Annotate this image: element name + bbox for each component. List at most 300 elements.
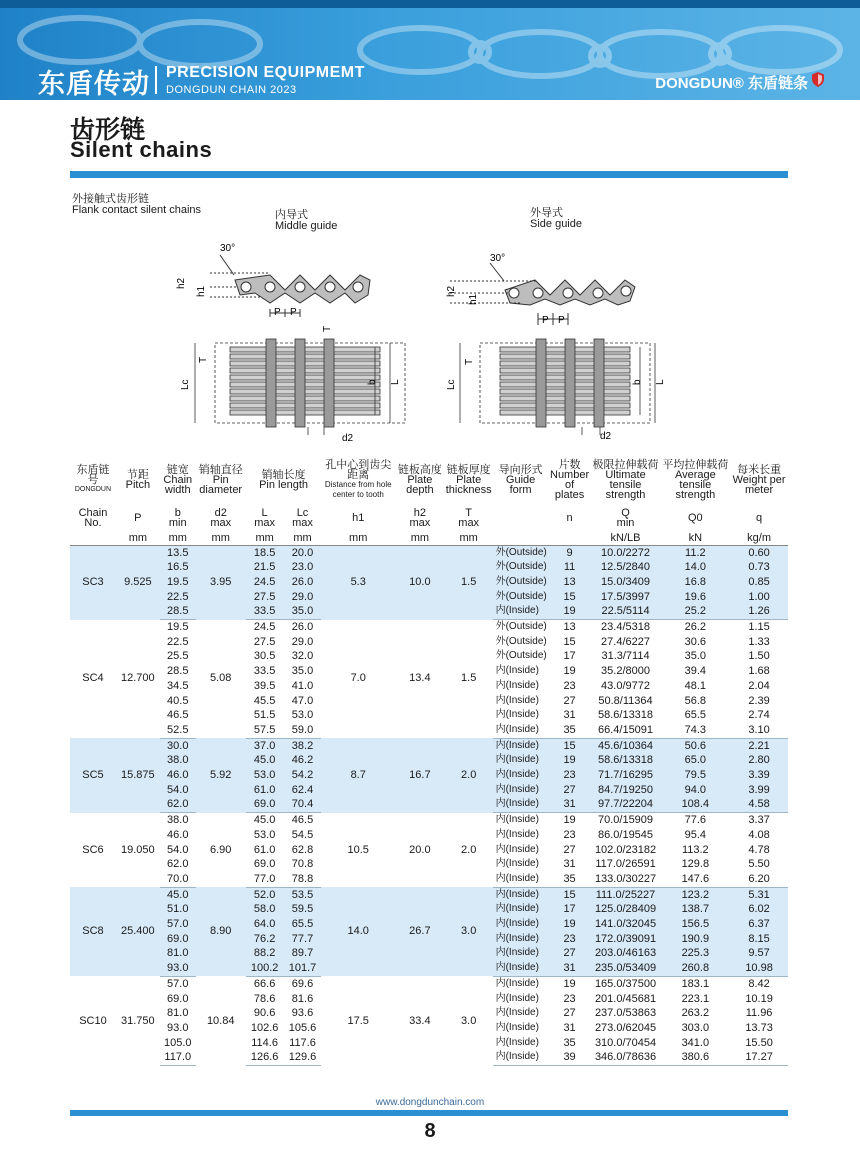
- cell-pin-length-lc: 53.5: [284, 887, 322, 902]
- cell-ultimate-strength: 273.0/62045: [591, 1021, 661, 1036]
- hdr-depth-unit: mm: [395, 531, 445, 545]
- cell-width: 22.5: [160, 590, 196, 605]
- hdr-lc-sub: max: [292, 517, 313, 529]
- cell-ultimate-strength: 50.8/11364: [591, 694, 661, 709]
- cell-pin-length-lc: 47.0: [284, 694, 322, 709]
- cell-average-strength: 380.6: [660, 1050, 730, 1065]
- hdr-pinlen-cn: 销轴长度: [261, 469, 306, 481]
- cell-pin-length-l: 90.6: [246, 1006, 284, 1021]
- cell-plates: 31: [549, 797, 591, 812]
- cell-average-strength: 30.6: [660, 635, 730, 650]
- cell-guide-form: 内(Inside): [493, 976, 549, 991]
- label-p-1: P: [542, 315, 549, 326]
- cell-ultimate-strength: 111.0/25227: [591, 887, 661, 902]
- cell-plates: 27: [549, 843, 591, 858]
- cell-pin-length-l: 33.5: [246, 604, 284, 619]
- cell-ultimate-strength: 310.0/70454: [591, 1036, 661, 1051]
- page-title-en: Silent chains: [70, 137, 213, 162]
- hdr-weight-unit: kg/m: [730, 531, 788, 545]
- cell-width: 70.0: [160, 872, 196, 887]
- cell-guide-form: 内(Inside): [493, 797, 549, 812]
- hdr-depth-cn: 链板高度: [397, 464, 442, 476]
- cell-thickness: 1.5: [445, 545, 493, 620]
- hdr-avg-cn: 平均拉伸载荷: [662, 459, 729, 471]
- cell-pin-length-lc: 38.2: [284, 738, 322, 753]
- hdr-depth-en: Plate depth: [406, 474, 434, 496]
- cell-weight: 0.73: [730, 560, 788, 575]
- cell-average-strength: 147.6: [660, 872, 730, 887]
- cell-average-strength: 341.0: [660, 1036, 730, 1051]
- hdr-pindia-unit: mm: [196, 531, 246, 545]
- header-row-units: [70, 531, 788, 545]
- cell-ultimate-strength: 58.6/13318: [591, 753, 661, 768]
- cell-ultimate-strength: 165.0/37500: [591, 976, 661, 991]
- cell-plates: 17: [549, 649, 591, 664]
- cell-ultimate-strength: 70.0/15909: [591, 813, 661, 828]
- cell-average-strength: 108.4: [660, 797, 730, 812]
- cell-weight: 11.96: [730, 1006, 788, 1021]
- cell-weight: 3.39: [730, 768, 788, 783]
- cell-pitch: 19.050: [116, 813, 160, 888]
- footer-rule: [70, 1110, 788, 1116]
- label-b: b: [367, 379, 378, 385]
- hdr-dist-cn: 孔中心到齿尖距离: [325, 459, 392, 481]
- cell-pin-length-lc: 59.5: [284, 902, 322, 917]
- cell-average-strength: 113.2: [660, 843, 730, 858]
- cell-guide-form: 内(Inside): [493, 857, 549, 872]
- cell-chain-no: SC10: [70, 976, 116, 1065]
- cell-width: 117.0: [160, 1050, 196, 1065]
- hdr-lc-sym: Lc: [296, 507, 309, 519]
- cell-width: 46.5: [160, 708, 196, 723]
- cell-pin-length-lc: 35.0: [284, 664, 322, 679]
- cell-width: 62.0: [160, 797, 196, 812]
- cell-pin-length-l: 58.0: [246, 902, 284, 917]
- brand-name-cn: 东盾传动: [38, 69, 150, 100]
- cell-ultimate-strength: 237.0/53863: [591, 1006, 661, 1021]
- cell-plates: 23: [549, 992, 591, 1007]
- cell-pitch: 12.700: [116, 620, 160, 739]
- cell-width: 22.5: [160, 635, 196, 650]
- cell-pin-length-l: 18.5: [246, 545, 284, 560]
- cell-plates: 17: [549, 902, 591, 917]
- hdr-ult-sym: Q: [621, 507, 630, 519]
- cell-pin-length-l: 69.0: [246, 797, 284, 812]
- cell-ultimate-strength: 10.0/2272: [591, 545, 661, 560]
- cell-average-strength: 79.5: [660, 768, 730, 783]
- cell-h2: 33.4: [395, 976, 445, 1065]
- footer-url: www.dongdunchain.com: [375, 1097, 485, 1108]
- cell-weight: 2.39: [730, 694, 788, 709]
- cell-chain-no: SC8: [70, 887, 116, 976]
- label-t-top: T: [322, 325, 333, 332]
- cell-ultimate-strength: 43.0/9772: [591, 679, 661, 694]
- cell-pin-length-lc: 26.0: [284, 575, 322, 590]
- hdr-chain-brand: DONGDUN: [74, 486, 112, 493]
- hdr-pindia-sub: max: [210, 517, 232, 529]
- cell-h2: 10.0: [395, 545, 445, 620]
- cell-pin-length-lc: 59.0: [284, 723, 322, 738]
- cell-thickness: 2.0: [445, 813, 493, 888]
- hdr-thick-en: Plate thickness: [445, 474, 492, 496]
- cell-average-strength: 138.7: [660, 902, 730, 917]
- cell-pin-length-lc: 62.4: [284, 783, 322, 798]
- cell-ultimate-strength: 15.0/3409: [591, 575, 661, 590]
- cell-width: 40.5: [160, 694, 196, 709]
- hdr-depth-sym: h2: [413, 507, 426, 519]
- cell-weight: 6.37: [730, 917, 788, 932]
- cell-pin-length-lc: 46.5: [284, 813, 322, 828]
- cell-plates: 31: [549, 1021, 591, 1036]
- cell-weight: 1.50: [730, 649, 788, 664]
- cell-pin-length-lc: 46.2: [284, 753, 322, 768]
- cell-weight: 1.68: [730, 664, 788, 679]
- cell-pin-length-lc: 70.8: [284, 857, 322, 872]
- cell-guide-form: 内(Inside): [493, 946, 549, 961]
- cell-h1: 10.5: [321, 813, 395, 888]
- hdr-l-unit: mm: [246, 531, 284, 545]
- cell-chain-no: SC6: [70, 813, 116, 888]
- cell-pin-length-l: 76.2: [246, 932, 284, 947]
- cell-width: 57.0: [160, 976, 196, 991]
- hdr-guide-cn: 导向形式: [498, 464, 543, 476]
- hdr-plates-sym: n: [549, 505, 591, 531]
- cell-plates: 27: [549, 694, 591, 709]
- cell-pin-diameter: 5.92: [196, 738, 246, 813]
- cell-pin-length-l: 64.0: [246, 917, 284, 932]
- cell-plates: 13: [549, 620, 591, 635]
- hdr-ult-en: Ultimate tensile strength: [605, 469, 646, 501]
- cell-average-strength: 190.9: [660, 932, 730, 947]
- hdr-chain-en: Chain No.: [70, 505, 116, 531]
- cell-weight: 8.15: [730, 932, 788, 947]
- cell-pin-length-lc: 54.5: [284, 828, 322, 843]
- cell-pitch: 9.525: [116, 545, 160, 620]
- cell-chain-no: SC4: [70, 620, 116, 739]
- cell-guide-form: 内(Inside): [493, 902, 549, 917]
- cell-weight: 1.00: [730, 590, 788, 605]
- cell-guide-form: 内(Inside): [493, 1036, 549, 1051]
- cell-weight: 15.50: [730, 1036, 788, 1051]
- hdr-plates-en: Number of plates: [550, 469, 590, 501]
- cell-h2: 16.7: [395, 738, 445, 813]
- cell-ultimate-strength: 102.0/23182: [591, 843, 661, 858]
- header-banner: [0, 0, 860, 100]
- cell-average-strength: 19.6: [660, 590, 730, 605]
- cell-ultimate-strength: 45.6/10364: [591, 738, 661, 753]
- cell-plates: 19: [549, 813, 591, 828]
- hdr-chain-cn: 东盾链号: [76, 464, 110, 486]
- cell-pin-diameter: 3.95: [196, 545, 246, 620]
- hdr-thick-sub: max: [458, 517, 480, 529]
- cell-plates: 39: [549, 1050, 591, 1065]
- title-rule: [70, 171, 788, 178]
- hdr-pitch-en: Pitch: [125, 479, 151, 491]
- hdr-pindia-sym: d2: [214, 507, 227, 519]
- cell-plates: 27: [549, 946, 591, 961]
- cell-guide-form: 外(Outside): [493, 635, 549, 650]
- cell-pin-length-l: 61.0: [246, 843, 284, 858]
- cell-pin-length-lc: 81.6: [284, 992, 322, 1007]
- cell-plates: 23: [549, 828, 591, 843]
- cell-guide-form: 内(Inside): [493, 768, 549, 783]
- cell-average-strength: 74.3: [660, 723, 730, 738]
- cell-pin-length-l: 78.6: [246, 992, 284, 1007]
- cell-thickness: 1.5: [445, 620, 493, 739]
- cell-chain-no: SC5: [70, 738, 116, 813]
- cell-weight: 6.20: [730, 872, 788, 887]
- table-row: [70, 545, 788, 560]
- cell-weight: 1.26: [730, 604, 788, 619]
- cell-width: 25.5: [160, 649, 196, 664]
- cell-guide-form: 内(Inside): [493, 708, 549, 723]
- cell-pin-length-l: 37.0: [246, 738, 284, 753]
- cell-plates: 9: [549, 545, 591, 560]
- label-t-left: T: [464, 358, 475, 365]
- table-row: [70, 813, 788, 828]
- cell-guide-form: 内(Inside): [493, 992, 549, 1007]
- cell-ultimate-strength: 58.6/13318: [591, 708, 661, 723]
- cell-width: 93.0: [160, 961, 196, 976]
- cell-weight: 3.10: [730, 723, 788, 738]
- hdr-l-sym: L: [261, 507, 268, 519]
- cell-guide-form: 内(Inside): [493, 694, 549, 709]
- cell-plates: 19: [549, 753, 591, 768]
- cell-average-strength: 123.2: [660, 887, 730, 902]
- cell-pin-length-lc: 20.0: [284, 545, 322, 560]
- hdr-ult-unit: kN/LB: [591, 531, 661, 545]
- table-row: [70, 976, 788, 991]
- cell-guide-form: 内(Inside): [493, 932, 549, 947]
- cell-width: 54.0: [160, 783, 196, 798]
- cell-ultimate-strength: 125.0/28409: [591, 902, 661, 917]
- cell-width: 19.5: [160, 620, 196, 635]
- cell-pin-length-lc: 117.6: [284, 1036, 322, 1051]
- hdr-lc-unit: mm: [284, 531, 322, 545]
- cell-width: 45.0: [160, 887, 196, 902]
- shield-icon: [812, 72, 824, 87]
- hdr-thick-unit: mm: [445, 531, 493, 545]
- cell-average-strength: 48.1: [660, 679, 730, 694]
- cell-guide-form: 内(Inside): [493, 1021, 549, 1036]
- table-row: [70, 738, 788, 753]
- cell-pin-length-l: 45.5: [246, 694, 284, 709]
- caption-middle-en: Middle guide: [275, 220, 338, 232]
- hdr-guide-en: Guide form: [505, 474, 536, 496]
- hdr-avg-unit: kN: [660, 531, 730, 545]
- cell-ultimate-strength: 71.7/16295: [591, 768, 661, 783]
- hdr-pitch-sym: P: [116, 505, 160, 531]
- cell-pin-length-lc: 101.7: [284, 961, 322, 976]
- cell-guide-form: 内(Inside): [493, 664, 549, 679]
- hdr-dist-sym: h1: [321, 505, 395, 531]
- cell-pin-length-lc: 35.0: [284, 604, 322, 619]
- cell-average-strength: 65.0: [660, 753, 730, 768]
- cell-weight: 4.78: [730, 843, 788, 858]
- cell-average-strength: 16.8: [660, 575, 730, 590]
- hdr-pindia-en: Pin diameter: [199, 474, 243, 496]
- cell-pin-length-l: 24.5: [246, 575, 284, 590]
- cell-ultimate-strength: 172.0/39091: [591, 932, 661, 947]
- table-row: [70, 620, 788, 635]
- cell-plates: 35: [549, 723, 591, 738]
- cell-width: 13.5: [160, 545, 196, 560]
- hdr-pitch-cn: 节距: [126, 469, 149, 481]
- hdr-width-en: Chain width: [163, 474, 193, 496]
- cell-pin-length-lc: 69.6: [284, 976, 322, 991]
- cell-weight: 10.98: [730, 961, 788, 976]
- cell-guide-form: 内(Inside): [493, 753, 549, 768]
- cell-pin-length-l: 24.5: [246, 620, 284, 635]
- cell-weight: 4.58: [730, 797, 788, 812]
- cell-pin-length-l: 100.2: [246, 961, 284, 976]
- label-h2: h2: [446, 285, 457, 297]
- cell-plates: 19: [549, 976, 591, 991]
- caption-flank-en: Flank contact silent chains: [72, 204, 202, 216]
- cell-pin-length-lc: 78.8: [284, 872, 322, 887]
- cell-width: 34.5: [160, 679, 196, 694]
- cell-guide-form: 外(Outside): [493, 560, 549, 575]
- hdr-chain-unit: [70, 531, 116, 545]
- cell-average-strength: 95.4: [660, 828, 730, 843]
- cell-pin-length-l: 66.6: [246, 976, 284, 991]
- cell-average-strength: 263.2: [660, 1006, 730, 1021]
- hdr-pindia-cn: 销轴直径: [198, 464, 243, 476]
- hdr-weight-en: Weight per meter: [732, 474, 786, 496]
- cell-pin-length-lc: 23.0: [284, 560, 322, 575]
- cell-ultimate-strength: 117.0/26591: [591, 857, 661, 872]
- cell-average-strength: 94.0: [660, 783, 730, 798]
- cell-average-strength: 260.8: [660, 961, 730, 976]
- cell-guide-form: 内(Inside): [493, 872, 549, 887]
- cell-pin-length-l: 45.0: [246, 753, 284, 768]
- cell-weight: 10.19: [730, 992, 788, 1007]
- cell-average-strength: 39.4: [660, 664, 730, 679]
- cell-pin-length-lc: 65.5: [284, 917, 322, 932]
- hdr-width-cn: 链宽: [166, 464, 189, 476]
- cell-weight: 2.04: [730, 679, 788, 694]
- cell-pitch: 15.875: [116, 738, 160, 813]
- cell-weight: 2.21: [730, 738, 788, 753]
- cell-guide-form: 内(Inside): [493, 917, 549, 932]
- cell-ultimate-strength: 97.7/22204: [591, 797, 661, 812]
- label-p-1: P: [274, 307, 281, 318]
- cell-h2: 13.4: [395, 620, 445, 739]
- cell-weight: 2.74: [730, 708, 788, 723]
- cell-width: 28.5: [160, 664, 196, 679]
- cell-guide-form: 内(Inside): [493, 828, 549, 843]
- cell-ultimate-strength: 346.0/78636: [591, 1050, 661, 1065]
- cell-plates: 15: [549, 738, 591, 753]
- cell-thickness: 3.0: [445, 976, 493, 1065]
- cell-pin-length-l: 88.2: [246, 946, 284, 961]
- label-p-2: P: [558, 315, 565, 326]
- hdr-ult-sub: min: [616, 517, 635, 529]
- label-lc: Lc: [180, 379, 191, 390]
- cell-width: 28.5: [160, 604, 196, 619]
- cell-pin-length-lc: 77.7: [284, 932, 322, 947]
- cell-pin-length-lc: 89.7: [284, 946, 322, 961]
- label-l: L: [390, 379, 401, 385]
- cell-plates: 19: [549, 664, 591, 679]
- hdr-thick-sym: T: [465, 507, 473, 519]
- chain-plan-view: [460, 339, 655, 435]
- cell-plates: 15: [549, 590, 591, 605]
- cell-h1: 14.0: [321, 887, 395, 976]
- cell-ultimate-strength: 201.0/45681: [591, 992, 661, 1007]
- cell-pin-diameter: 10.84: [196, 976, 246, 1065]
- cell-width: 19.5: [160, 575, 196, 590]
- cell-average-strength: 50.6: [660, 738, 730, 753]
- cell-ultimate-strength: 66.4/15091: [591, 723, 661, 738]
- cell-pin-length-lc: 29.0: [284, 590, 322, 605]
- cell-pitch: 25.400: [116, 887, 160, 976]
- cell-weight: 3.37: [730, 813, 788, 828]
- cell-pin-diameter: 5.08: [196, 620, 246, 739]
- page-title-cn: 齿形链: [70, 115, 146, 144]
- caption-middle-cn: 内导式: [275, 208, 308, 221]
- cell-weight: 9.57: [730, 946, 788, 961]
- label-h1: h1: [196, 285, 207, 297]
- cell-guide-form: 内(Inside): [493, 679, 549, 694]
- hdr-guide-blank: [493, 505, 549, 531]
- hdr-guide-unit: [493, 531, 549, 545]
- cell-guide-form: 内(Inside): [493, 723, 549, 738]
- cell-plates: 27: [549, 1006, 591, 1021]
- spec-table-body: [70, 545, 788, 1066]
- cell-pin-length-lc: 41.0: [284, 679, 322, 694]
- cell-width: 62.0: [160, 857, 196, 872]
- cell-width: 52.5: [160, 723, 196, 738]
- cell-guide-form: 外(Outside): [493, 649, 549, 664]
- hdr-width-sym: b: [174, 507, 181, 519]
- side-guide-diagram: [440, 235, 670, 450]
- cell-width: 30.0: [160, 738, 196, 753]
- cell-pin-length-l: 51.5: [246, 708, 284, 723]
- cell-weight: 13.73: [730, 1021, 788, 1036]
- cell-average-strength: 303.0: [660, 1021, 730, 1036]
- cell-width: 38.0: [160, 813, 196, 828]
- cell-ultimate-strength: 141.0/32045: [591, 917, 661, 932]
- cell-pin-length-l: 45.0: [246, 813, 284, 828]
- cell-pin-length-l: 126.6: [246, 1050, 284, 1065]
- label-lc: Lc: [446, 379, 457, 390]
- cell-ultimate-strength: 35.2/8000: [591, 664, 661, 679]
- brand-divider: [155, 66, 157, 94]
- cell-guide-form: 外(Outside): [493, 590, 549, 605]
- table-row: [70, 887, 788, 902]
- cell-guide-form: 内(Inside): [493, 783, 549, 798]
- hdr-avg-sym: Q0: [660, 505, 730, 531]
- cell-width: 38.0: [160, 753, 196, 768]
- hdr-thick-cn: 链板厚度: [446, 464, 491, 476]
- cell-pin-length-l: 53.0: [246, 828, 284, 843]
- hdr-pitch-unit: mm: [116, 531, 160, 545]
- cell-weight: 2.80: [730, 753, 788, 768]
- caption-flank-cn: 外接触式齿形链: [72, 192, 149, 205]
- cell-pin-length-lc: 105.6: [284, 1021, 322, 1036]
- cell-pin-length-lc: 53.0: [284, 708, 322, 723]
- cell-pin-length-lc: 32.0: [284, 649, 322, 664]
- cell-guide-form: 内(Inside): [493, 738, 549, 753]
- cell-width: 57.0: [160, 917, 196, 932]
- cell-width: 46.0: [160, 768, 196, 783]
- hdr-weight-cn: 每米长重: [737, 464, 782, 476]
- cell-width: 105.0: [160, 1036, 196, 1051]
- hdr-l-sub: max: [254, 517, 275, 529]
- cell-pin-length-l: 69.0: [246, 857, 284, 872]
- cell-width: 54.0: [160, 843, 196, 858]
